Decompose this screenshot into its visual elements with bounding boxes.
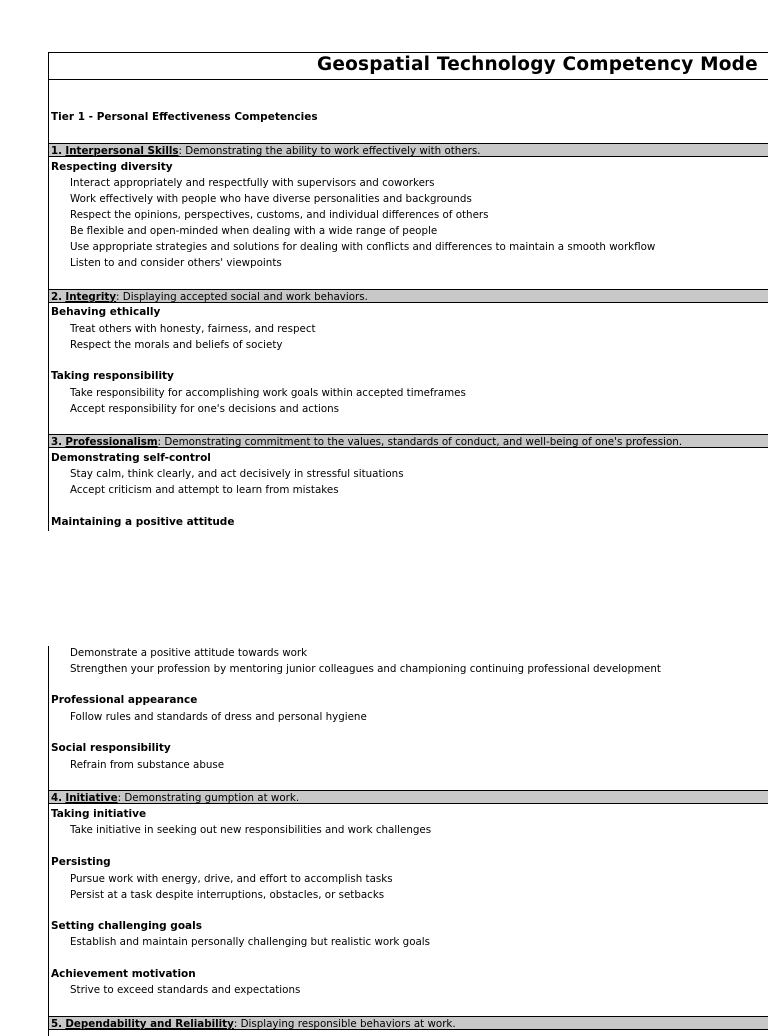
group-title: Behaving ethically — [51, 306, 161, 318]
group-title: Respecting diversity — [51, 161, 173, 173]
list-item: Respect the opinions, perspectives, customs, and individual differences of others — [70, 209, 489, 221]
list-item: Listen to and consider others' viewpoints — [70, 257, 282, 269]
list-item: Take responsibility for accomplishing work goals within accepted timeframes — [70, 387, 466, 399]
section-description: : Displaying accepted social and work behaviors. — [116, 291, 368, 303]
section-header-initiative — [49, 790, 768, 804]
group-title: Maintaining a positive attitude — [51, 516, 235, 528]
spreadsheet-page-2 — [48, 646, 768, 1036]
list-item: Be flexible and open-minded when dealing with a wide range of people — [70, 225, 438, 237]
list-item: Work effectively with people who have diverse personalities and backgrounds — [70, 193, 472, 205]
spreadsheet-page-1 — [48, 52, 768, 531]
document-title: Geospatial Technology Competency Mode — [317, 54, 758, 75]
section-description: : Demonstrating the ability to work effectively with others. — [178, 145, 481, 157]
list-item: Treat others with honesty, fairness, and respect — [70, 323, 316, 335]
list-item: Strengthen your profession by mentoring junior colleagues and championing continuing professional development — [70, 663, 661, 675]
list-item: Take initiative in seeking out new responsibilities and work challenges — [70, 824, 432, 836]
list-item: Use appropriate strategies and solutions for dealing with conflicts and differences to maintain a smooth workflow — [70, 241, 656, 253]
section-description: : Demonstrating gumption at work. — [117, 792, 300, 804]
list-item: Accept responsibility for one's decisions and actions — [70, 403, 340, 415]
list-item: Respect the morals and beliefs of society — [70, 339, 283, 351]
group-title: Taking responsibility — [51, 370, 174, 382]
section-number: 5. — [51, 1018, 63, 1030]
list-item: Persist at a task despite interruptions, obstacles, or setbacks — [70, 889, 385, 901]
list-item: Establish and maintain personally challenging but realistic work goals — [70, 936, 431, 948]
section-header-integrity — [49, 289, 768, 303]
section-number: 4. — [51, 792, 63, 804]
section-name: Interpersonal Skills — [65, 145, 179, 157]
tier-heading: Tier 1 - Personal Effectiveness Competencies — [51, 111, 318, 123]
section-name: Integrity — [65, 291, 117, 303]
list-item: Follow rules and standards of dress and personal hygiene — [70, 711, 367, 723]
group-title: Setting challenging goals — [51, 920, 202, 932]
section-header-interpersonal-skills — [49, 143, 768, 157]
section-header-dependability — [49, 1016, 768, 1030]
list-item: Demonstrate a positive attitude towards work — [70, 647, 308, 659]
group-title: Demonstrating self-control — [51, 452, 211, 464]
section-number: 2. — [51, 291, 63, 303]
section-name: Initiative — [65, 792, 118, 804]
section-header-professionalism — [49, 434, 768, 448]
group-title: Social responsibility — [51, 742, 171, 754]
list-item: Interact appropriately and respectfully with supervisors and coworkers — [70, 177, 435, 189]
section-name: Professionalism — [65, 436, 158, 448]
group-title: Achievement motivation — [51, 968, 196, 980]
group-title: Professional appearance — [51, 694, 198, 706]
section-number: 3. — [51, 436, 63, 448]
section-description: : Displaying responsible behaviors at work. — [233, 1018, 456, 1030]
section-description: : Demonstrating commitment to the values, standards of conduct, and well-being of one's profession. — [157, 436, 683, 448]
title-row — [49, 53, 768, 80]
list-item: Stay calm, think clearly, and act decisively in stressful situations — [70, 468, 404, 480]
list-item: Strive to exceed standards and expectations — [70, 984, 301, 996]
list-item: Refrain from substance abuse — [70, 759, 225, 771]
section-number: 1. — [51, 145, 63, 157]
section-name: Dependability and Reliability — [65, 1018, 234, 1030]
list-item: Accept criticism and attempt to learn from mistakes — [70, 484, 339, 496]
group-title: Persisting — [51, 856, 111, 868]
group-title: Taking initiative — [51, 808, 147, 820]
list-item: Pursue work with energy, drive, and effort to accomplish tasks — [70, 873, 393, 885]
